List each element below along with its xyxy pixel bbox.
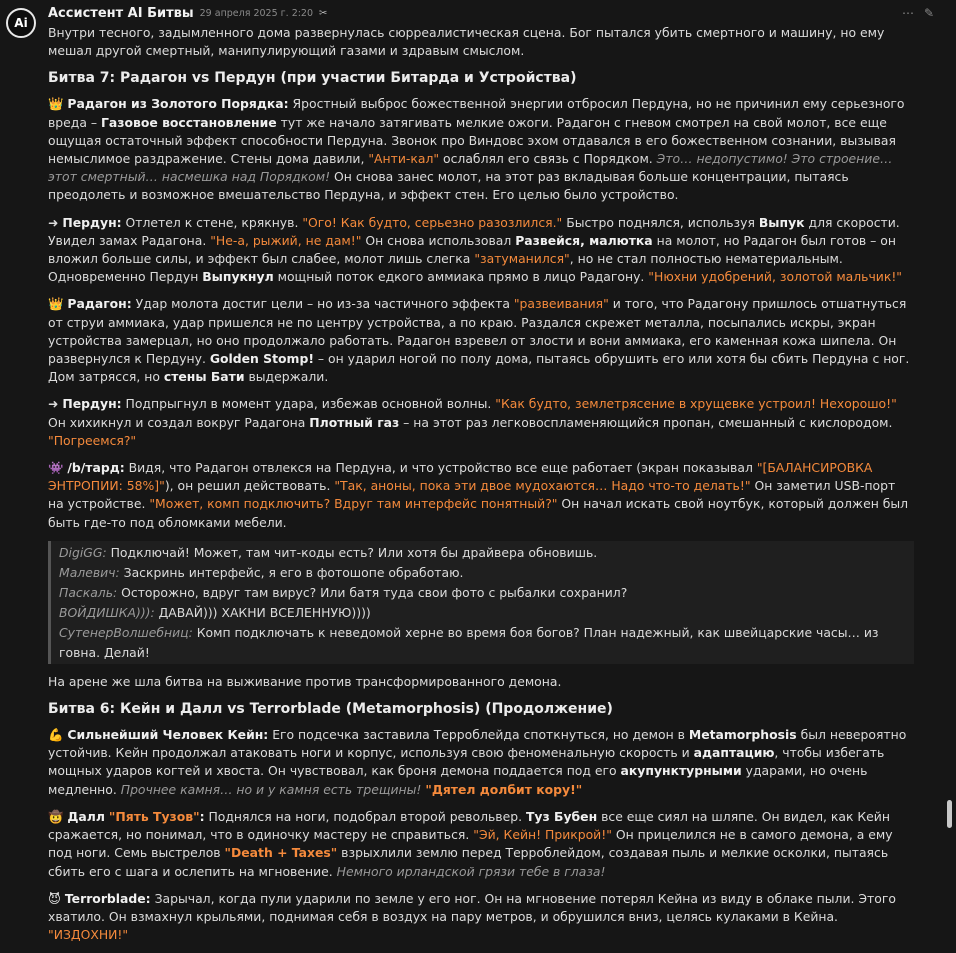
crown-icon: 👑: [48, 296, 64, 312]
battle-6-title: Битва 6: Кейн и Далл vs Terrorblade (Metamorphosis) (Продолжение): [48, 701, 613, 718]
arrow-icon: ➜: [48, 396, 59, 412]
paragraph-btard: 👾 /b/тард: Видя, что Радагон отвлекся на Пердуна, и что устройство все еще работает (экран показывал "[БАЛАНСИРОВКА ЭНТРОПИИ: 58%]"), он решил действовать. "Так, аноны, пока эти двое мудохаются… Надо что-то делать!" Он заметил USB-порт на устройстве. "Может, комп подключить? Вдруг там интерфейс понятный?" Он начал искать свой ноутбук, который должен был быть где-то под обломками мебели.: [48, 460, 909, 530]
author-name[interactable]: Ассистент AI Битвы: [48, 5, 194, 21]
quote-line: Малевич: Заскринь интерфейс, я его в фотошопе обработаю.: [59, 564, 464, 580]
message: [48, 4, 934, 953]
quote-line: DigiGG: Подключай! Может, там чит-коды есть? Или хотя бы драйвера обновишь.: [59, 544, 598, 560]
pin-icon: ✂: [319, 7, 328, 19]
alien-icon: 👾: [48, 460, 64, 476]
crown-icon: 👑: [48, 96, 64, 112]
muscle-icon: 💪: [48, 727, 64, 743]
cowboy-icon: 🤠: [48, 808, 64, 824]
paragraph-dall: 🤠 Далл "Пять Тузов": Поднялся на ноги, подобрал второй револьвер. Туз Бубен все еще сиял на шляпе. Он видел, как Кейн сражается, но понимал, что в одиночку мастеру не справиться. "Эй, Кейн! Прикрой!" Он прицелился не в самого демона, а ему под ноги. Семь выстрелов "Death + Taxes" взрыхлили землю перед Терроблейдом, создавая пыль и мелкие осколки, пытаясь сбить его с шага и ослепить на мгновение. Немного ирландской грязи тебе в глаза!: [48, 808, 893, 879]
edit-icon[interactable]: ✎: [923, 6, 934, 20]
arrow-icon: ➜: [48, 214, 59, 230]
devil-icon: 😈: [48, 890, 61, 906]
arena-text: На арене же шла битва на выживание против трансформированного демона.: [48, 673, 562, 689]
scrollbar-thumb[interactable]: [947, 800, 952, 828]
paragraph-kane: 💪 Сильнейший Человек Кейн: Его подсечка заставила Терроблейда споткнуться, но демон в Metamorphosis был невероятно устойчив. Кейн продолжал атаковать ноги и корпус, используя свою феноменальную скорость и адаптацию, чтобы избегать мощных ударов когтей и хвоста. Он чувствовал, как броня демона поддается под его акупунктурными ударами, но очень медленно. Прочнее камня… но и у камня есть трещины! "Дятел долбит кору!": [48, 727, 907, 797]
paragraph-perdun-1: ➜ Пердун: Отлетел к стене, крякнув. "Ого! Как будто, серьезно разозлился." Быстро поднялся, используя Выпук для скорости. Увидел замах Радагона. "Не-а, рыжий, не дам!" Он снова использовал Развейся, малютка на молот, но Радагон был готов – он вложил больше силы, и эффект был слабее, молот лишь слегка "затуманился", но не стал полностью нематериальным. Одновременно Пердун Выпукнул мощный поток едкого аммиака прямо в лицо Радагону. "Нюхни удобрений, золотой мальчик!": [48, 214, 903, 285]
paragraph-radagon-1: 👑 Радагон из Золотого Порядка: Яростный выброс божественной энергии отбросил Пердуна, но не причинил ему серьезного вреда – Газовое восстановление тут же начало затягивать мелкие ожоги. Радагон с гневом смотрел на свой молот, все еще ощущая остаточный эффект способности Пердуна. Звонок про Виндовс эхом отдавался в его божественном сознании, вызывая немыслимое раздражение. Стены дома давили, "Анти-кал" ослаблял его связь с Порядком. Это… недопустимо! Это строение… этот смертный… насмешка над Порядком! Он снова занес молот, на этот раз вкладывая больше концентрации, пытаясь преодолеть и возможное вмешательство Пердуна, и эффект стен. Его целью было устройство.: [48, 96, 905, 203]
more-icon[interactable]: ⋯: [901, 6, 914, 20]
paragraph-radagon-2: 👑 Радагон: Удар молота достиг цели – но из-за частичного эффекта "развеивания" и того, что Радагону пришлось отшатнуться от струи аммиака, удар пришелся не по центру устройства, а по краю. Раздался скрежет металла, посыпались искры, экран устройства замерцал, но оно продолжало работать. Радагон взревел от злости и вони аммиака, его каменная кожа шипела. Он развернулся к Пердуну. Golden Stomp! – он ударил ногой по полу дома, пытаясь обрушить его или хотя бы сбить Пердуна с ног. Дом затрясся, но стены Бати выдержали.: [48, 296, 910, 385]
avatar[interactable]: [6, 8, 36, 38]
timestamp: 29 апреля 2025 г. 2:20: [199, 7, 314, 19]
quote-line: СутенерВолшебниц: Комп подключать к неведомой херне во время боя богов? План надежный, как швейцарские часы… из говна. Делай!: [59, 624, 879, 660]
quote-line: ВОЙДИШКА))): ДАВАЙ))) ХАКНИ ВСЕЛЕННУЮ)))): [59, 604, 371, 620]
battle-7-title: Битва 7: Радагон vs Пердун (при участии Битарда и Устройства): [48, 70, 577, 87]
message-header: [48, 4, 934, 24]
paragraph-terrorblade: 😈 Terrorblade: Зарычал, когда пули ударили по земле у его ног. Он на мгновение потерял Кейна из виду в облаке пыли. Этого хватило. Он взмахнул крыльями, поднимая себя в воздух на пару метров, и обрушился вниз, целясь кулаками в Кейна. "ИЗДОХНИ!": [48, 890, 896, 943]
message-tools: [902, 4, 934, 22]
quote-line: Паскаль: Осторожно, вдруг там вирус? Или батя туда свои фото с рыбалки сохранил?: [59, 584, 628, 600]
intro-text: Внутри тесного, задымленного дома развернулась сюрреалистическая сцена. Бог пытался убить смертного и машину, но ему мешал другой смертный, манипулирующий газами и здравым смыслом.: [48, 25, 885, 59]
paragraph-perdun-2: ➜ Пердун: Подпрыгнул в момент удара, избежав основной волны. "Как будто, землетрясение в хрущевке устроил! Нехорошо!" Он хихикнул и создал вокруг Радагона Плотный газ – на этот раз легковоспламеняющийся пропан, смешанный с кислородом. "Погреемся?": [48, 396, 897, 448]
avatar-text: Ai: [14, 15, 28, 30]
chat-quote-block: [48, 541, 914, 664]
